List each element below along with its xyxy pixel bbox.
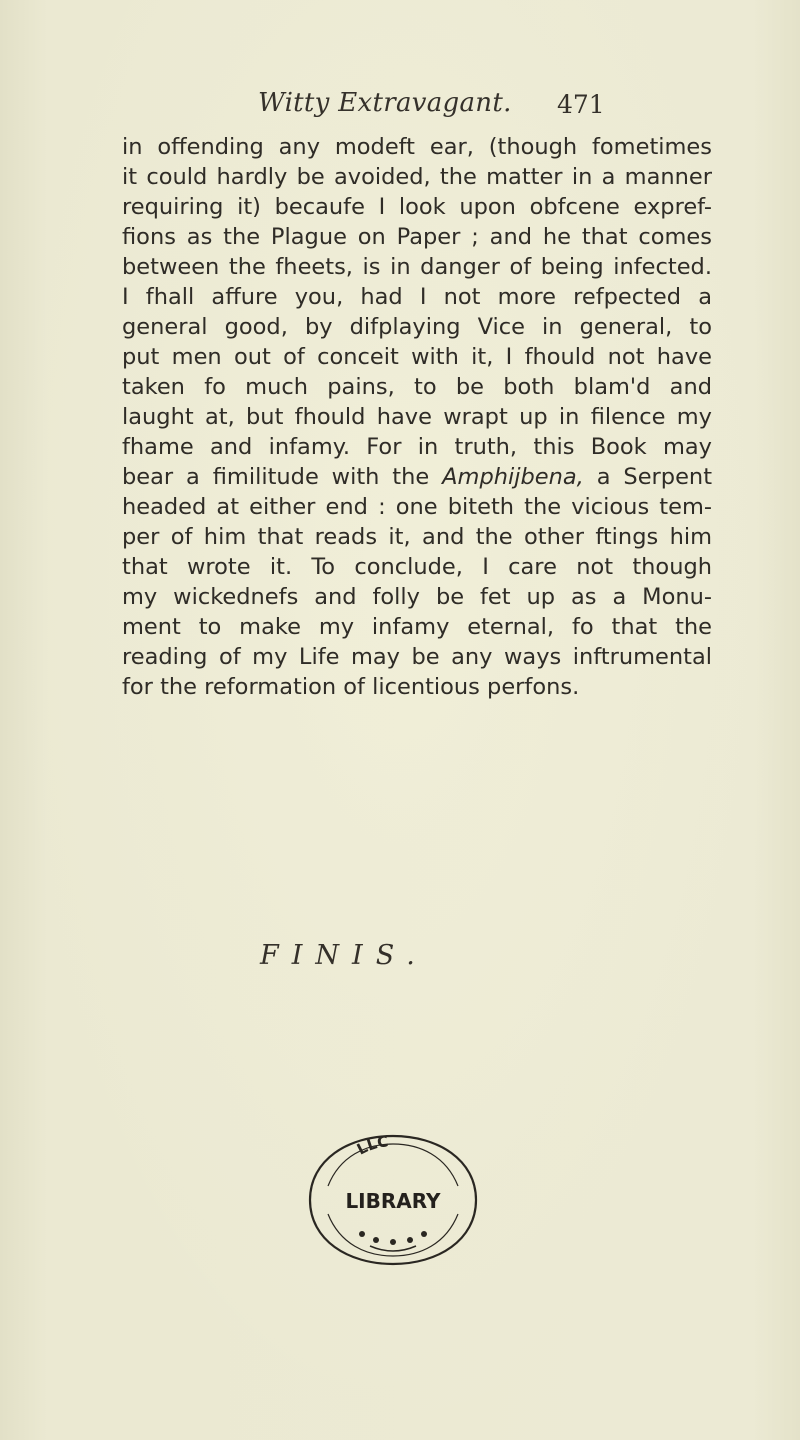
text-line: taken fo much pains, to be both blam'd and xyxy=(122,374,712,400)
running-title: Witty Extravagant. xyxy=(258,88,512,118)
text-line-amphisbaena xyxy=(122,462,712,492)
stamp-ring-lettering: LLC xyxy=(353,1132,390,1159)
text-line: that wrote it. To conclude, I care not though xyxy=(122,554,712,580)
text-line: ment to make my infamy eternal, fo that the xyxy=(122,614,712,640)
text-fragment: a Serpent xyxy=(596,464,713,490)
body-text xyxy=(122,132,712,702)
page-header xyxy=(0,88,800,128)
text-line: between the fheets, is in danger of being infected. xyxy=(122,254,712,280)
text-line: fions as the Plague on Paper ; and he that comes xyxy=(122,224,712,250)
stamp-inner-bottom-arc xyxy=(328,1214,458,1256)
text-line: per of him that reads it, and the other ftings him xyxy=(122,524,712,550)
stamp-ornament xyxy=(359,1231,427,1251)
text-line: I fhall affure you, had I not more refpected a xyxy=(122,284,712,310)
text-fragment: bear a fimilitude with the xyxy=(122,464,430,490)
text-line: reading of my Life may be any ways inftrumental xyxy=(122,644,712,670)
library-stamp xyxy=(300,1130,486,1270)
text-line: general good, by difplaying Vice in general, to xyxy=(122,314,712,340)
italic-word: Amphijbena, xyxy=(442,464,584,490)
text-line: in offending any modeft ear, (though fometimes xyxy=(122,134,712,160)
text-line: it could hardly be avoided, the matter in a manner xyxy=(122,164,712,190)
page-number: 471 xyxy=(557,90,605,119)
text-line: headed at either end : one biteth the vicious tem- xyxy=(122,494,712,520)
text-line: laught at, but fhould have wrapt up in filence my xyxy=(122,404,712,430)
stamp-inner-top-arc xyxy=(328,1144,458,1186)
text-line: put men out of conceit with it, I fhould not have xyxy=(122,344,712,370)
text-line: requiring it) becaufe I look upon obfcene expref- xyxy=(122,194,712,220)
text-line: for the reformation of licentious perfons. xyxy=(122,674,580,700)
stamp-library-text: LIBRARY xyxy=(345,1189,441,1213)
finis-heading: FINIS. xyxy=(260,940,428,971)
text-line: my wickednefs and folly be fet up as a Monu- xyxy=(122,584,712,610)
text-line: fhame and infamy. For in truth, this Book may xyxy=(122,434,712,460)
